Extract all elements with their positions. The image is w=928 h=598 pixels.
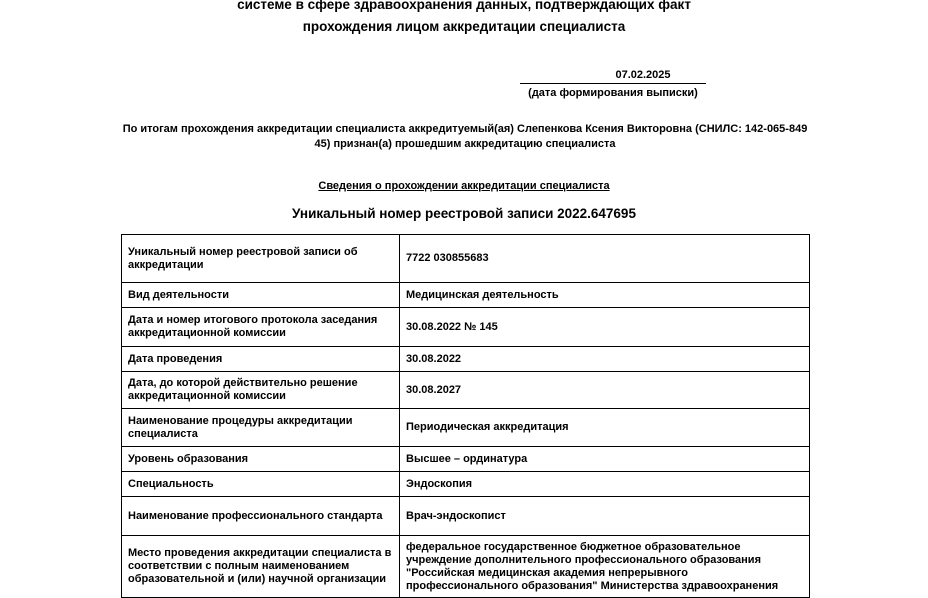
table-value: Врач-эндоскопист xyxy=(400,497,810,536)
table-row xyxy=(122,497,810,536)
table-value: 30.08.2027 xyxy=(400,372,810,409)
table-row xyxy=(122,372,810,409)
table-key: Дата, до которой действительно решение аккредитационной комиссии xyxy=(122,372,400,409)
table-value: Эндоскопия xyxy=(400,472,810,497)
table-value: Высшее – ординатура xyxy=(400,447,810,472)
table-value: 30.08.2022 № 145 xyxy=(400,308,810,347)
table-key: Наименование процедуры аккредитации специалиста xyxy=(122,409,400,447)
table-value: 30.08.2022 xyxy=(400,347,810,372)
statement-date: 07.02.2025 xyxy=(520,68,706,84)
date-block xyxy=(520,68,706,100)
table-row xyxy=(122,409,810,447)
document-header-line-1: системе в сфере здравоохранения данных, подтверждающих факт xyxy=(237,0,691,12)
statement-date-caption: (дата формирования выписки) xyxy=(528,87,698,99)
table-key: Уникальный номер реестровой записи об аккредитации xyxy=(122,235,400,283)
section-title xyxy=(0,179,928,193)
section-title-text: Сведения о прохождении аккредитации специалиста xyxy=(318,180,610,192)
registry-number-title: Уникальный номер реестровой записи 2022.647695 xyxy=(292,206,636,221)
table-row xyxy=(122,283,810,308)
table-value: 7722 030855683 xyxy=(400,235,810,283)
table-row xyxy=(122,447,810,472)
table-key: Место проведения аккредитации специалиста в соответствии с полным наименованием образовательной и (или) научной организации xyxy=(122,536,400,598)
document-header-line-2: прохождения лицом аккредитации специалиста xyxy=(302,19,626,34)
table-value: федеральное государственное бюджетное образовательное учреждение дополнительного профессионального образования "Российская медицинская академия непрерывного профессионального образования" Министерства здравоохранения xyxy=(400,536,810,598)
table-key: Специальность xyxy=(122,472,400,497)
table-key: Уровень образования xyxy=(122,447,400,472)
intro-paragraph: По итогам прохождения аккредитации специалиста аккредитуемый(ая) Слепенкова Ксения Викторовна (СНИЛС: 142-065-849 45) признан(а) прошедшим аккредитацию специалиста xyxy=(122,123,808,150)
table-key: Дата проведения xyxy=(122,347,400,372)
table-value: Медицинская деятельность xyxy=(400,283,810,308)
table-key: Наименование профессионального стандарта xyxy=(122,497,400,536)
table-value: Периодическая аккредитация xyxy=(400,409,810,447)
table-key: Вид деятельности xyxy=(122,283,400,308)
table-key: Дата и номер итогового протокола заседания аккредитационной комиссии xyxy=(122,308,400,347)
table-row xyxy=(122,235,810,283)
table-row xyxy=(122,347,810,372)
accreditation-info-table xyxy=(121,234,810,598)
table-row xyxy=(122,308,810,347)
table-row xyxy=(122,536,810,598)
table-row xyxy=(122,472,810,497)
